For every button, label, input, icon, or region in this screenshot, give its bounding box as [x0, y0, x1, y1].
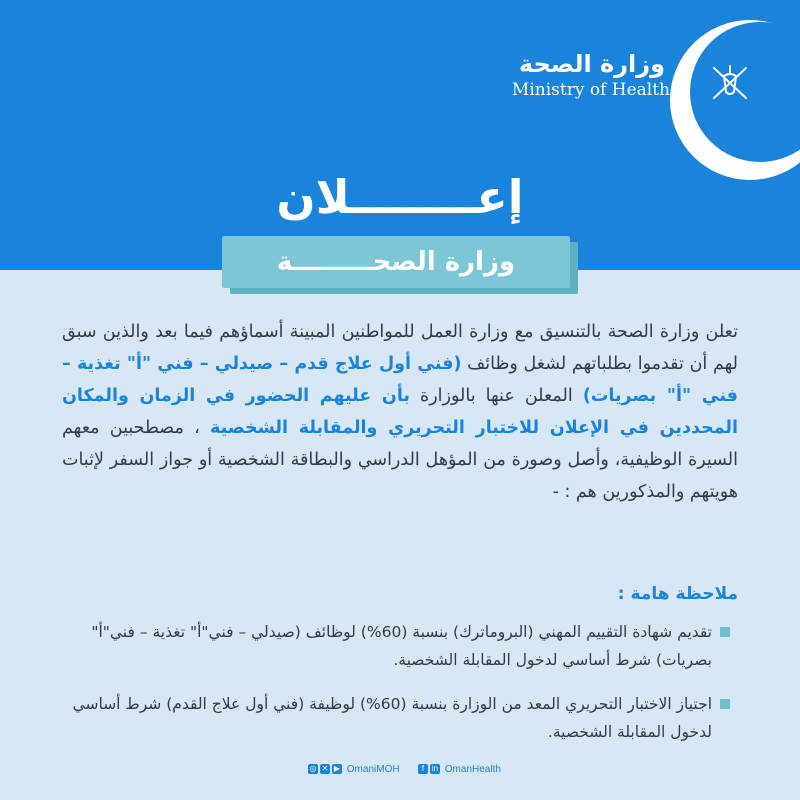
ministry-name-english: Ministry of Health [511, 80, 670, 100]
facebook-icon[interactable]: f [418, 764, 428, 774]
instagram-icon[interactable]: ◎ [309, 764, 317, 774]
announcement-title: إعــــــــلان [276, 170, 524, 224]
body-highlight-attend: بأن عليهم الحضور في الزمان والمكان المحددين في الإعلان للاختبار التحريري والمقابلة الشخصية [62, 386, 739, 438]
bullet-icon [720, 627, 730, 637]
oman-emblem-icon [708, 62, 752, 102]
note-title: ملاحظة هامة : [617, 584, 738, 604]
body-highlight-jobs: (فني أول علاج قدم – صيدلي – فني "أ" تغذية – فني "أ" بصريات) [62, 354, 739, 406]
social-handle[interactable]: OmaniMOH [346, 764, 400, 775]
ministry-ribbon: وزارة الصحـــــــــة [222, 236, 570, 288]
social-handle[interactable]: OmanHealth [444, 764, 501, 775]
body-text-part: المعلن عنها بالوزارة [409, 386, 583, 406]
body-text-part: ، مصطحبين معهم السيرة الوظيفية، وأصل وصورة من المؤهل الدراسي والبطاقة الشخصية أو جواز السفر لإثبات هويتهم والمذكورين هم : - [62, 418, 738, 502]
linkedin-icon[interactable]: in [431, 764, 439, 774]
youtube-icon[interactable]: ▶ [333, 764, 341, 774]
social-footer [300, 764, 520, 782]
bullet-icon [720, 699, 730, 709]
x-icon[interactable]: ✕ [321, 764, 329, 774]
announcement-body [62, 316, 738, 508]
ministry-name-arabic: وزارة الصحة [518, 50, 665, 78]
note-item: اجتياز الاختبار التحريري المعد من الوزارة بنسبة (60%) لوظيفة (فني أول علاج القدم) شرط أساسي لدخول المقابلة الشخصية. [72, 695, 712, 741]
body-text-part: تعلن وزارة الصحة بالتنسيق مع وزارة العمل للمواطنين المبينة أسماؤهم فيما بعد والذين سبق لهم أن تقدموا بطلباتهم لشغل وظائف [62, 322, 738, 374]
note-item: تقديم شهادة التقييم المهني (البروماترك) بنسبة (60%) لوظائف (صيدلي – فني"أ" تغذية – فني"أ" بصريات) شرط أساسي لدخول المقابلة الشخصية. [91, 623, 712, 669]
